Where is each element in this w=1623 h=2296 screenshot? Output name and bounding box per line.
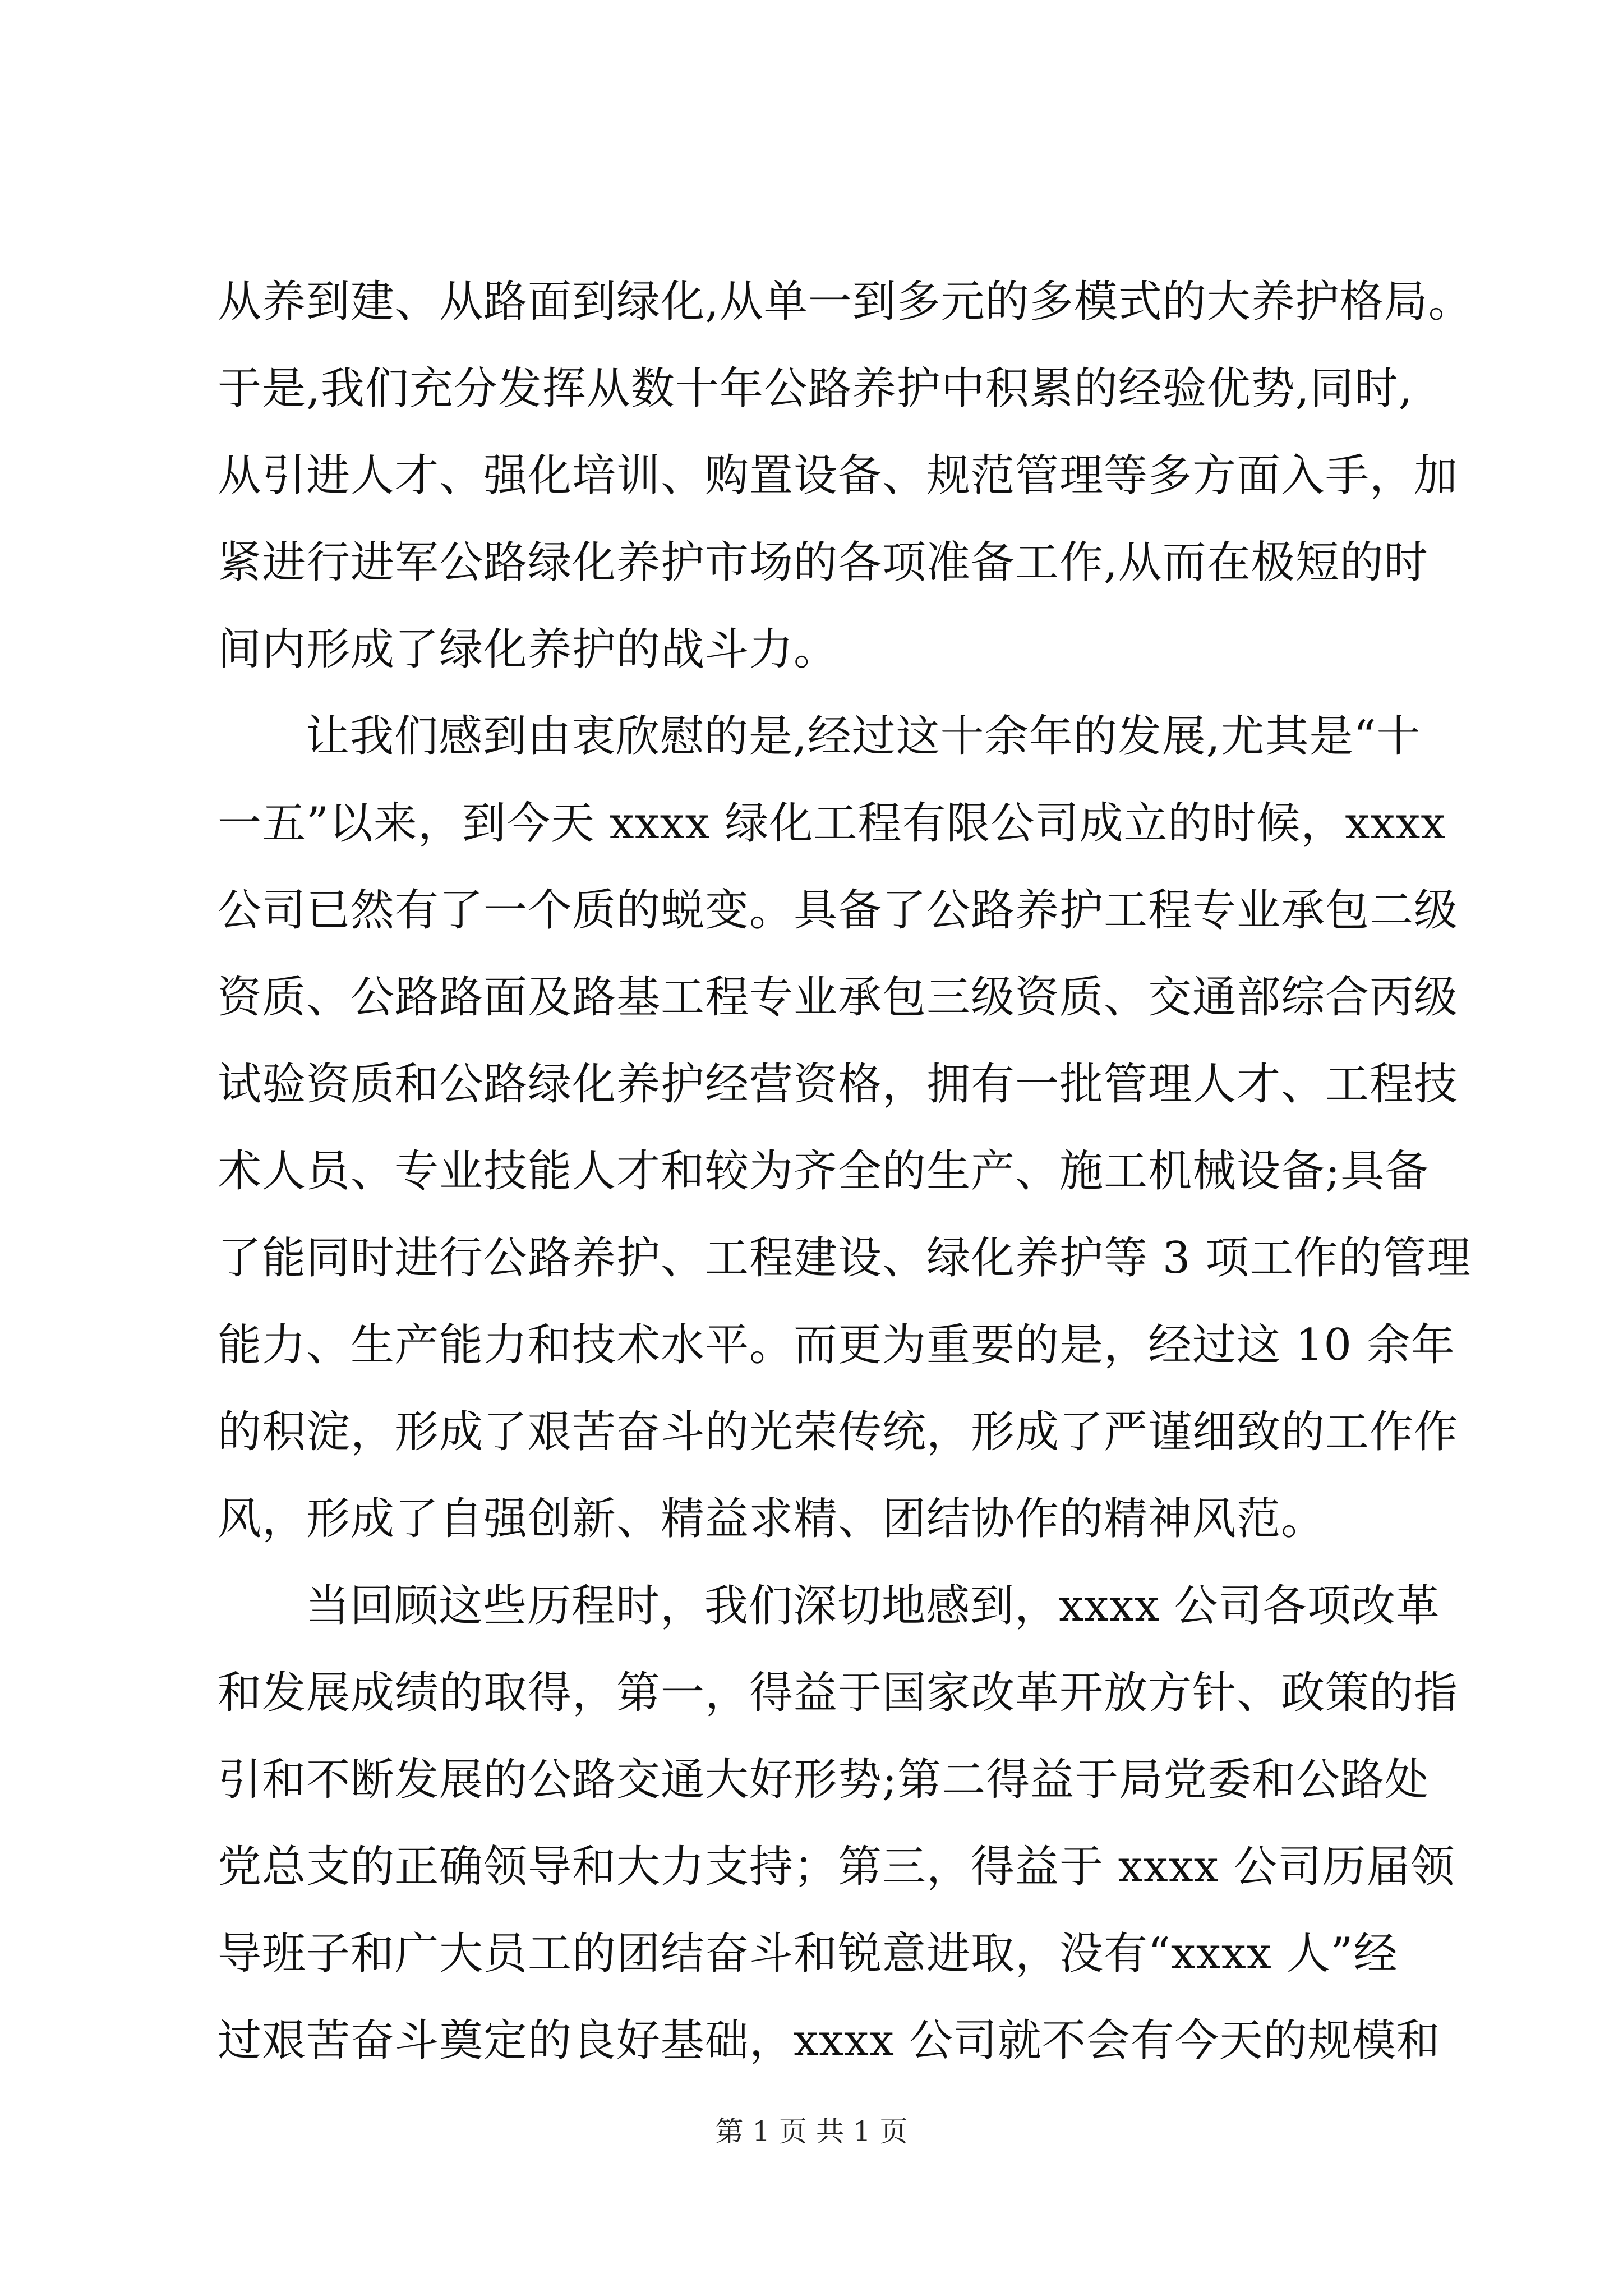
text-line: 的积淀，形成了艰苦奋斗的光荣传统，形成了严谨细致的工作作	[218, 1407, 1459, 1457]
text-line: 试验资质和公路绿化养护经营资格，拥有一批管理人才、工程技	[218, 1059, 1459, 1110]
text-line: 和发展成绩的取得，第一，得益于国家改革开放方针、政策的指	[218, 1668, 1459, 1718]
text-line: 导班子和广大员工的团结奋斗和锐意进取，没有“xxxx 人”经	[218, 1929, 1398, 1979]
text-line: 风，形成了自强创新、精益求精、团结协作的精神风范。	[218, 1494, 1326, 1544]
text-line: 间内形成了绿化养护的战斗力。	[218, 624, 838, 675]
text-line: 从引进人才、强化培训、购置设备、规范管理等多方面入手，加	[218, 450, 1459, 501]
page-footer: 第 1 页 共 1 页	[715, 2115, 908, 2148]
text-line: 资质、公路路面及路基工程专业承包三级资质、交通部综合丙级	[218, 972, 1459, 1023]
text-line: 过艰苦奋斗奠定的良好基础，xxxx 公司就不会有今天的规模和	[218, 2016, 1441, 2066]
text-line: 党总支的正确领导和大力支持；第三，得益于 xxxx 公司历届领	[218, 1842, 1455, 1892]
text-line: 紧进行进军公路绿化养护市场的各项准备工作,从而在极短的时	[218, 537, 1428, 588]
text-line: 从养到建、从路面到绿化,从单一到多元的多模式的大养护格局。	[218, 277, 1473, 327]
paragraph-start-line: 当回顾这些历程时，我们深切地感到，xxxx 公司各项改革	[306, 1581, 1440, 1631]
text-line: 公司已然有了一个质的蜕变。具备了公路养护工程专业承包二级	[218, 885, 1459, 936]
text-line: 能力、生产能力和技术水平。而更为重要的是，经过这 10 余年	[218, 1320, 1455, 1370]
text-line: 一五”以来，到今天 xxxx 绿化工程有限公司成立的时候，xxxx	[218, 798, 1446, 849]
text-line: 于是,我们充分发挥从数十年公路养护中积累的经验优势,同时,	[218, 364, 1413, 414]
paragraph-start-line: 让我们感到由衷欣慰的是,经过这十余年的发展,尤其是“十	[306, 711, 1421, 762]
text-line: 了能同时进行公路养护、工程建设、绿化养护等 3 项工作的管理	[218, 1233, 1472, 1283]
text-line: 引和不断发展的公路交通大好形势;第二得益于局党委和公路处	[218, 1755, 1430, 1805]
text-line: 术人员、专业技能人才和较为齐全的生产、施工机械设备;具备	[218, 1146, 1430, 1197]
